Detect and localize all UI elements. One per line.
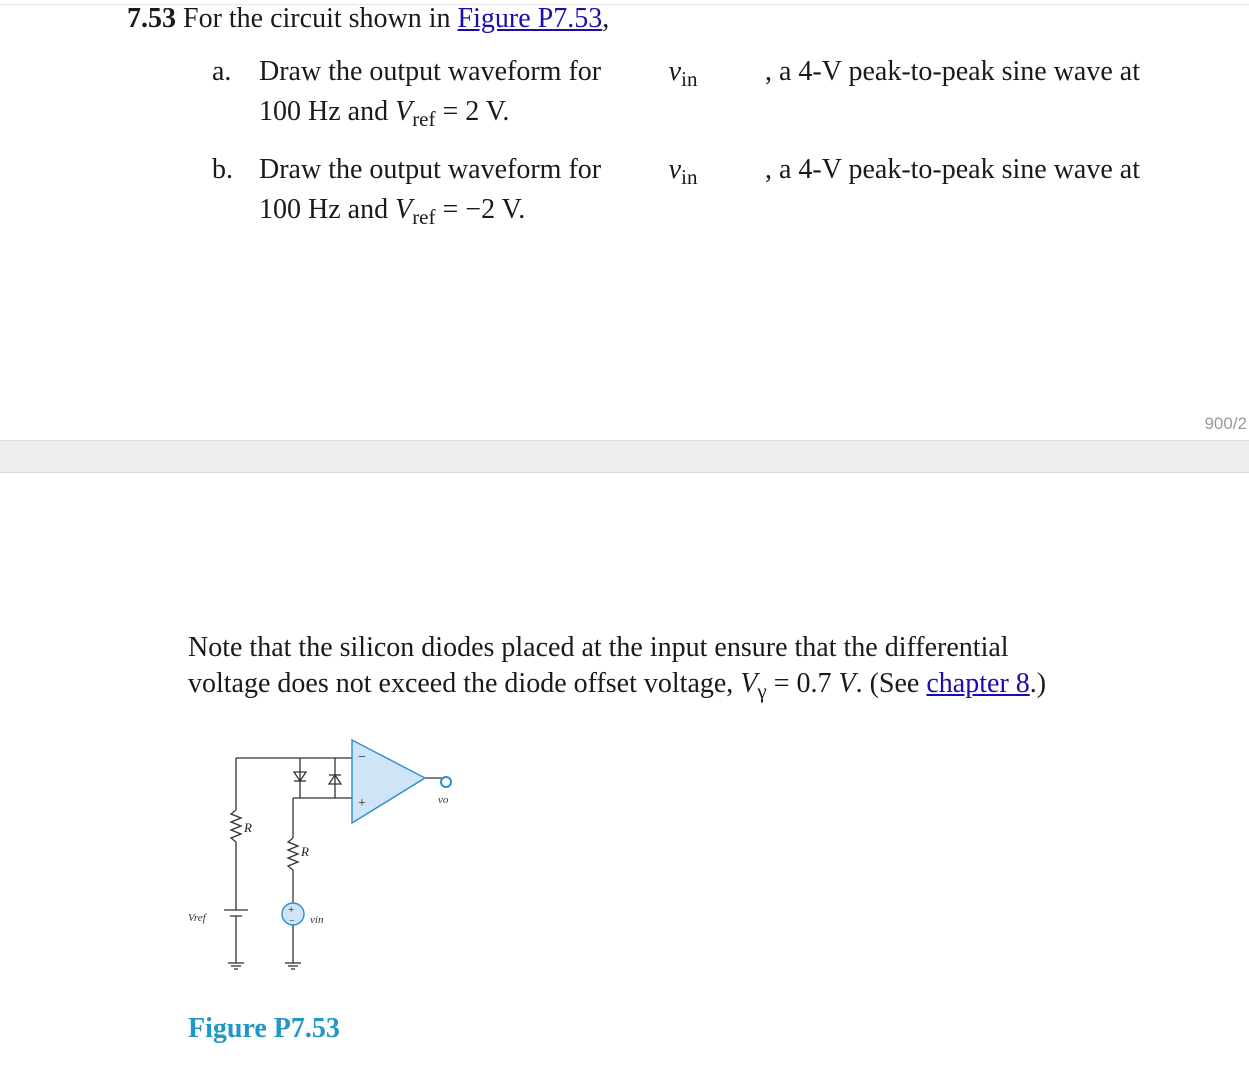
note-value: = 0.7 (766, 668, 832, 699)
vref-subscript: ref (412, 107, 436, 131)
vref-symbol: V (395, 194, 413, 225)
problem-heading (127, 2, 609, 36)
part-text-start: Draw the output waveform for (259, 154, 602, 185)
vgamma-subscript: γ (757, 679, 767, 703)
note-line2-end: .) (1029, 668, 1047, 699)
note-line2 (188, 666, 1140, 702)
resistor-label-2: R (301, 844, 309, 859)
page-break-band (0, 440, 1249, 473)
problem-number: 7.53 (127, 3, 176, 34)
vin-symbol: v (668, 56, 682, 87)
opamp-minus-label: − (358, 750, 366, 765)
note-line1-text: Note that the silicon diodes placed at the input ensure that the differential (188, 632, 1009, 663)
note-paragraph (188, 630, 1140, 702)
unit-symbol: V (838, 668, 856, 699)
resistor-vin (288, 838, 298, 870)
intro-comma: , (602, 3, 610, 34)
part-line2-end: = −2 V. (435, 194, 526, 225)
vref-label: Vref (188, 912, 206, 924)
part-marker: a. (212, 56, 232, 87)
note-line1 (188, 630, 1140, 666)
part-text-start: Draw the output waveform for (259, 56, 602, 87)
part-text-mid: , a 4-V peak-to-peak sine wave at (765, 56, 1140, 87)
vin-label: vin (310, 914, 324, 926)
vin-symbol: v (668, 154, 682, 185)
source-minus: − (289, 916, 295, 927)
part-text-line2 (259, 92, 1140, 132)
part-text-line2 (259, 190, 1140, 230)
vgamma-symbol: V (740, 668, 758, 699)
output-label: vo (438, 794, 449, 806)
resistor-vref (231, 810, 241, 842)
figure-link[interactable]: Figure P7.53 (457, 3, 603, 34)
vref-subscript: ref (412, 205, 436, 229)
output-terminal (441, 777, 451, 787)
vref-symbol: V (395, 96, 413, 127)
note-line2-start: voltage does not exceed the diode offset voltage, (188, 668, 734, 699)
circuit-figure (180, 735, 480, 990)
part-line2-start: 100 Hz and (259, 194, 389, 225)
vin-expression (669, 52, 698, 92)
vin-subscript: in (681, 67, 698, 91)
page-number: 900/2 (1204, 414, 1247, 433)
vin-subscript: in (681, 165, 698, 189)
part-line2-end: = 2 V. (435, 96, 510, 127)
problem-intro: For the circuit shown in (183, 3, 451, 34)
note-see-text: . (See (855, 668, 920, 699)
part-text (259, 52, 1140, 92)
resistor-label-1: R (244, 820, 252, 835)
part-marker: b. (212, 154, 233, 185)
part-text (259, 150, 1140, 190)
source-plus: + (288, 904, 295, 916)
opamp-plus-label: + (358, 796, 366, 811)
figure-caption: Figure P7.53 (188, 1013, 340, 1044)
vin-expression (669, 150, 698, 190)
part-line2-start: 100 Hz and (259, 96, 389, 127)
part-text-mid: , a 4-V peak-to-peak sine wave at (765, 154, 1140, 185)
chapter-link[interactable]: chapter 8 (926, 668, 1030, 699)
